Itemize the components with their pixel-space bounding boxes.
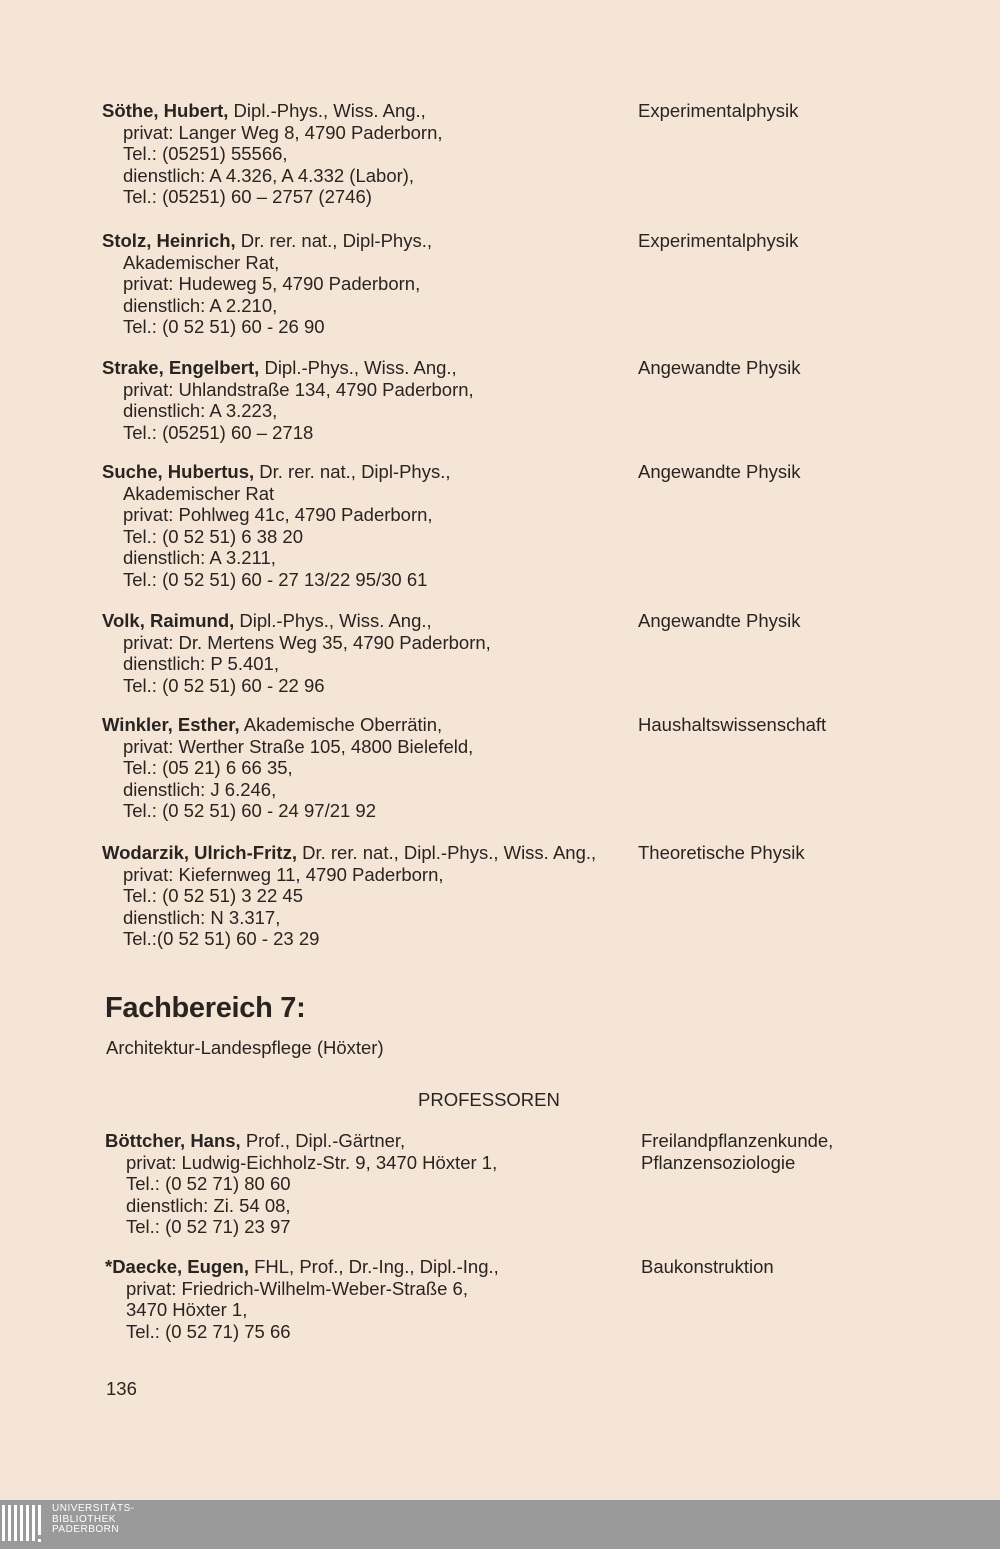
entry-line: Tel.: (05251) 55566, [123, 143, 288, 164]
logo-line: PADERBORN [52, 1524, 120, 1535]
section-subheading: Architektur-Landespflege (Höxter) [106, 1037, 384, 1058]
logo-line: BIBLIOTHEK [52, 1513, 116, 1525]
entry-field-text: Haushaltswissenschaft [638, 714, 827, 735]
entry-field [641, 1130, 833, 1173]
entry-line: privat: Ludwig-Eichholz-Str. 9, 3470 Höxter 1, [126, 1151, 498, 1173]
entry-field [638, 842, 805, 864]
entry-title: Dr. rer. nat., Dipl-Phys., [254, 461, 451, 482]
entry-line: dienstlich: A 3.211, [123, 547, 276, 568]
entry-name: Volk, Raimund, [102, 610, 235, 631]
entry-name: Stolz, Heinrich, [102, 230, 236, 251]
directory-entry-stolz [102, 230, 982, 338]
entry-line: privat: Friedrich-Wilhelm-Weber-Straße 6, [126, 1277, 468, 1299]
entry-line: Tel.: (05251) 60 – 2757 (2746) [123, 186, 372, 207]
directory-entry-soethe [102, 100, 982, 208]
entry-field [638, 230, 798, 252]
entry-name: Wodarzik, Ulrich-Fritz, [102, 842, 297, 863]
entry-title: Dipl.-Phys., Wiss. Ang., [234, 610, 432, 631]
entry-field [638, 714, 826, 736]
library-logo-icon [2, 1503, 46, 1546]
entry-line: Tel.: (0 52 51) 60 - 27 13/22 95/30 61 [123, 568, 428, 590]
entry-line: dienstlich: Zi. 54 08, [126, 1194, 291, 1216]
entry-line: privat: Kiefernweg 11, 4790 Paderborn, [123, 863, 444, 885]
entry-line: Tel.: (05251) 60 – 2718 [123, 421, 314, 443]
entry-line: Tel.: (0 52 51) 6 38 20 [123, 525, 303, 547]
entry-line: Tel.: (0 52 51) 60 - 26 90 [123, 316, 325, 337]
entry-name: Suche, Hubertus, [102, 461, 255, 482]
directory-entry-wodarzik [102, 842, 982, 950]
entry-line: Tel.: (0 52 51) 60 - 24 97/21 92 [123, 800, 377, 821]
entry-title: FHL, Prof., Dr.-Ing., Dipl.-Ing., [248, 1256, 499, 1277]
entry-title: Dipl.-Phys., Wiss. Ang., [228, 100, 426, 121]
entry-line: Tel.: (0 52 71) 75 66 [126, 1320, 291, 1342]
entry-title: Dr. rer. nat., Dipl-Phys., [235, 230, 433, 251]
entry-name: Strake, Engelbert, [102, 357, 260, 378]
directory-entry-daecke [105, 1256, 985, 1342]
entry-line: Tel.:(0 52 51) 60 - 23 29 [123, 928, 320, 949]
entry-line: Tel.: (0 52 71) 23 97 [126, 1216, 291, 1237]
entry-line: Tel.: (0 52 71) 80 60 [126, 1173, 291, 1194]
logo-line: UNIVERSITÄTS- [52, 1503, 135, 1514]
entry-line: Akademischer Rat, [123, 251, 280, 273]
entry-line: Tel.: (0 52 51) 3 22 45 [123, 885, 303, 906]
directory-entry-suche [102, 461, 982, 590]
library-footer-bar [0, 1500, 1000, 1549]
entry-line: privat: Langer Weg 8, 4790 Paderborn, [123, 121, 443, 143]
entry-field-text: Experimentalphysik [638, 100, 799, 121]
entry-field [638, 461, 801, 483]
entry-field [638, 610, 801, 632]
entry-field-text: Pflanzensoziologie [641, 1151, 796, 1173]
entry-name: Böttcher, Hans, [105, 1130, 241, 1151]
entry-line: dienstlich: N 3.317, [123, 906, 281, 928]
entry-line: dienstlich: J 6.246, [123, 778, 277, 800]
entry-field [638, 100, 798, 122]
entry-line: dienstlich: A 3.223, [123, 400, 278, 421]
entry-name: Söthe, Hubert, [102, 100, 229, 121]
entry-title: Dipl.-Phys., Wiss. Ang., [259, 357, 457, 378]
entry-line: dienstlich: P 5.401, [123, 653, 279, 674]
directory-entry-boettcher [105, 1130, 985, 1238]
entry-field [638, 357, 801, 379]
entry-name: Winkler, Esther, [102, 714, 240, 735]
entry-field-text: Theoretische Physik [638, 842, 805, 863]
entry-field-text: Angewandte Physik [638, 610, 801, 631]
entry-line: dienstlich: A 4.326, A 4.332 (Labor), [123, 164, 415, 186]
entry-title: Dr. rer. nat., Dipl.-Phys., Wiss. Ang., [296, 842, 597, 863]
entry-field-text: Baukonstruktion [641, 1256, 774, 1277]
entry-field-text: Angewandte Physik [638, 461, 801, 482]
entry-line: privat: Werther Straße 105, 4800 Bielefeld, [123, 735, 474, 757]
entry-field-text: Experimentalphysik [638, 230, 799, 251]
entry-line: Tel.: (0 52 51) 60 - 22 96 [123, 674, 325, 696]
entry-line: Akademischer Rat [123, 482, 275, 504]
entry-name: *Daecke, Eugen, [105, 1256, 249, 1277]
entry-line: privat: Pohlweg 41c, 4790 Paderborn, [123, 504, 433, 525]
section-heading: Fachbereich 7: [105, 992, 306, 1024]
page-number: 136 [106, 1378, 137, 1399]
entry-title: Prof., Dipl.-Gärtner, [240, 1130, 406, 1151]
entry-field [641, 1256, 774, 1278]
directory-entry-winkler [102, 714, 982, 822]
directory-entry-strake [102, 357, 982, 443]
entry-line: privat: Dr. Mertens Weg 35, 4790 Paderborn, [123, 631, 491, 653]
professors-label: PROFESSOREN [418, 1089, 560, 1110]
entry-line: Tel.: (05 21) 6 66 35, [123, 757, 293, 778]
entry-field-text: Angewandte Physik [638, 357, 801, 378]
entry-line: privat: Uhlandstraße 134, 4790 Paderborn, [123, 378, 474, 400]
entry-line: 3470 Höxter 1, [126, 1299, 248, 1320]
entry-field-text: Freilandpflanzenkunde, [641, 1130, 834, 1151]
directory-entry-volk [102, 610, 982, 696]
entry-title: Akademische Oberrätin, [239, 714, 443, 735]
entry-line: privat: Hudeweg 5, 4790 Paderborn, [123, 273, 421, 294]
entry-line: dienstlich: A 2.210, [123, 294, 278, 316]
library-logo-text [52, 1504, 135, 1536]
